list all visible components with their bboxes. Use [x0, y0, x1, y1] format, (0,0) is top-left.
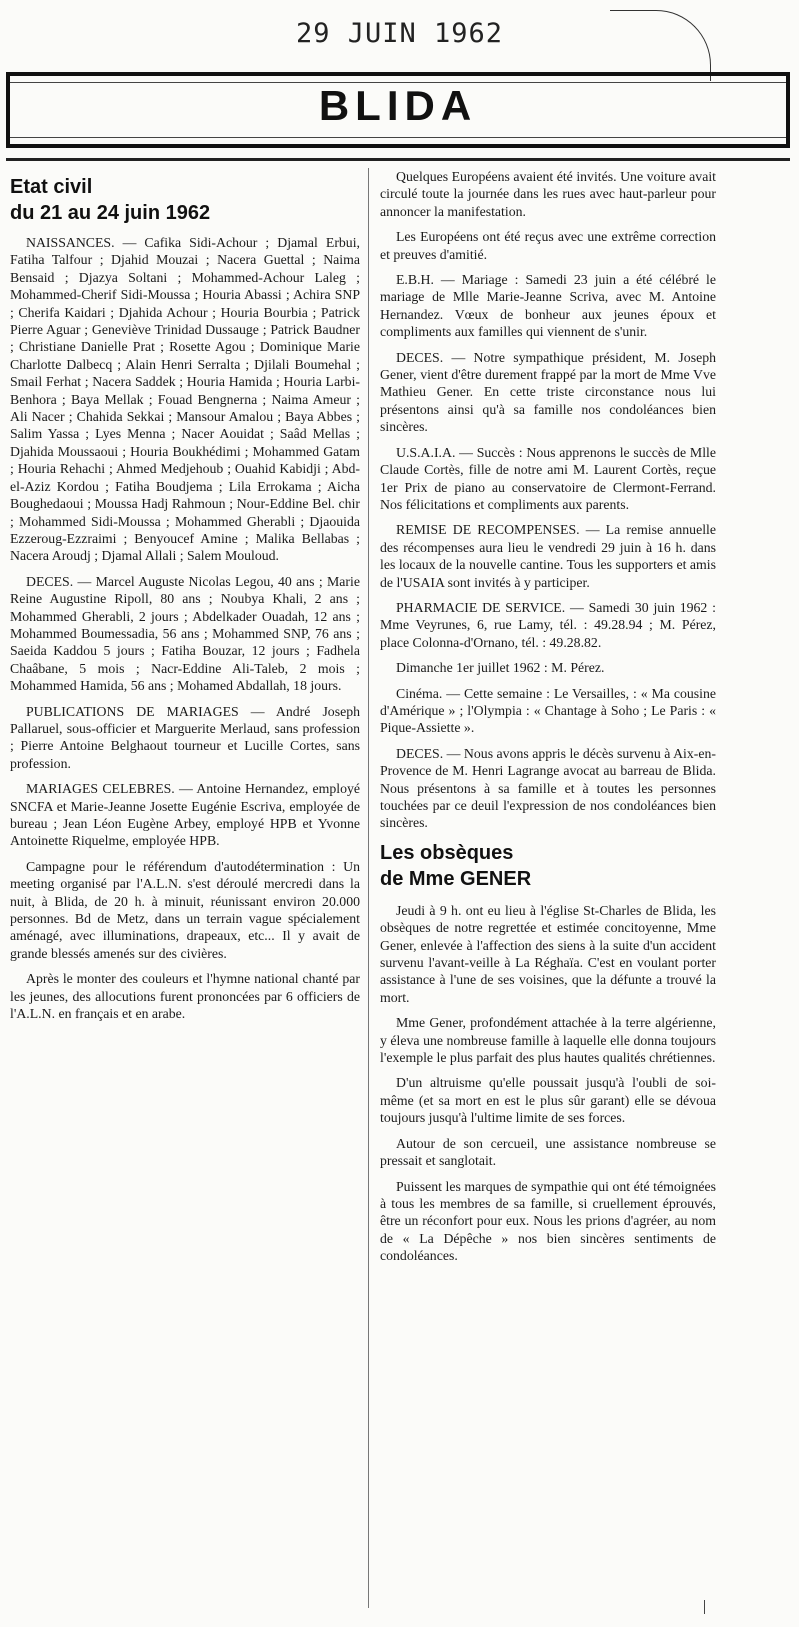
obseques-heading-line1: Les obsèques	[380, 841, 514, 864]
masthead-title: BLIDA	[318, 82, 478, 129]
publications-paragraph: PUBLICATIONS DE MARIAGES — André Joseph Pallaruel, sous-officier et Marguerite Merlaud, sans profession ; Pierre Antoine Belghaout tourneur et Lucille Cortes, sans profession.	[10, 703, 360, 771]
obseques-heading	[380, 840, 716, 892]
etat-civil-heading-line1: Etat civil	[10, 176, 93, 198]
obseques-paragraph-3: D'un altruisme qu'elle poussait jusqu'à l'oubli de soi-même (et sa mort en est le plus sûr garant) elle se dévoua toujours jusqu'à l'ultime limite de ses forces.	[380, 1075, 716, 1126]
correction-paragraph: Les Européens ont été reçus avec une extrême correction et preuves d'amitié.	[380, 229, 716, 262]
obseques-paragraph-1: Jeudi à 9 h. ont eu lieu à l'église St-Charles de Blida, les obsèques de notre regrettée et estimée concitoyenne, Mme Gener, enlevée à l'affection des siens à la suite d'un accident survenu l'avant-veille à La Réghaïa. C'est en voulant porter assistance à l'une de ses voisines, que la défunte a trouvé la mort.	[380, 902, 716, 1005]
masthead	[6, 72, 790, 148]
mariages-paragraph: MARIAGES CELEBRES. — Antoine Hernandez, employé SNCFA et Marie-Jeanne Josette Eugénie Escriva, employée de bureau ; Jean Léon Eugène Arbey, employé HPB et Yvonne Antoinette Riquelme, employée HPB.	[10, 781, 360, 849]
etat-civil-heading	[10, 174, 360, 226]
dimanche-paragraph: Dimanche 1er juillet 1962 : M. Pérez.	[396, 660, 605, 676]
usaia-succes-paragraph: U.S.A.I.A. — Succès : Nous apprenons le succès de Mlle Claude Cortès, fille de notre ami M. Laurent Cortès, reçue 1er Prix de piano au conservatoire de Clermont-Ferrand. Nos félicitations et compliments aux parents.	[380, 444, 716, 512]
page-date: 29 JUIN 1962	[295, 18, 504, 49]
obseques-paragraph-2: Mme Gener, profondément attachée à la terre algérienne, y éleva une nombreuse famille à laquelle elle donna toujours l'exemple le plus parfait des plus hautes qualités chrétiennes.	[380, 1015, 716, 1066]
column-divider	[368, 168, 369, 1608]
masthead-rule	[6, 158, 790, 161]
pharmacie-paragraph: PHARMACIE DE SERVICE. — Samedi 30 juin 1962 : Mme Veyrunes, 6, rue Lamy, tél. : 49.28.94 ; M. Pérez, place Colonna-d'Ornano, tél. : 49.28.82.	[380, 599, 716, 650]
deces-lagrange-paragraph: DECES. — Nous avons appris le décès survenu à Aix-en-Provence de M. Henri Lagrange avocat au barreau de Blida. Nous présentons à sa famille et à toutes les personnes touchées par ce deuil l'expression de nos condoléances bien sincères.	[380, 745, 716, 831]
recompenses-paragraph: REMISE DE RECOMPENSES. — La remise annuelle des récompenses aura lieu le vendredi 29 juin à 16 h. dans les locaux de la nouvelle cantine. Tous les supporters et amis de l'USAIA sont invités à y participer.	[380, 522, 716, 590]
obseques-heading-line2: de Mme GENER	[380, 867, 532, 890]
obseques-paragraph-5: Puissent les marques de sympathie qui ont été témoignées à tous les membres de sa famille, si cruellement éprouvés, être un réconfort pour eux. Nous les prions d'agréer, au nom de « La Dépêche » nos bien sincères sentiments de condoléances.	[380, 1178, 716, 1264]
left-column	[10, 168, 360, 1030]
apres-paragraph: Après le monter des couleurs et l'hymne national chanté par les jeunes, des allocutions furent prononcées par 6 officiers de l'A.L.N. en français et en arabe.	[10, 971, 360, 1022]
deces-paragraph: DECES. — Marcel Auguste Nicolas Legou, 40 ans ; Marie Reine Augustine Ripoll, 80 ans ; Noubya Khali, 2 ans ; Mohammed Gherabli, 2 jours ; Abdelkader Ouadah, 12 ans ; Mohammed Boumessadia, 56 ans ; Mohammed SNP, 76 ans ; Saeida Kaddou 5 jours ; Fatiha Bouzar, 12 jours ; Fadhela Chaâbane, 5 mois ; Nacr-Eddine Ali-Taleb, 2 mois ; Mohammed Hamida, 56 ans ; Mohamed Abdallah, 18 jours.	[10, 573, 360, 694]
deces-gener-paragraph: DECES. — Notre sympathique président, M. Joseph Gener, vient d'être durement frappé par la mort de Mme Vve Mathieu Gener. En cette triste circonstance nous lui présentons ainsi qu'à sa famille nos condoléances bien sincères.	[380, 349, 716, 435]
obseques-paragraph-4: Autour de son cercueil, une assistance nombreuse se pressait et sanglotait.	[380, 1135, 716, 1169]
mariage-ebh-paragraph: E.B.H. — Mariage : Samedi 23 juin a été célébré le mariage de Mlle Marie-Jeanne Scriva, avec M. Antoine Hernandez. Vœux de bonheur aux jeunes époux et compliments aux familles qui viennent de s'unir.	[380, 272, 716, 340]
europeens-paragraph: Quelques Européens avaient été invités. Une voiture avait circulé toute la journée dans les rues avec haut-parleur pour annoncer la manifestation.	[380, 169, 716, 219]
page-edge-mark	[704, 1600, 705, 1614]
etat-civil-heading-line2: du 21 au 24 juin 1962	[10, 202, 211, 224]
cinema-paragraph: Cinéma. — Cette semaine : Le Versailles, : « Ma cousine d'Amérique » ; l'Olympia : « Chantage à Soho ; Le Paris : « Pique-Assiette ».	[380, 685, 716, 736]
right-column	[380, 168, 716, 1273]
naissances-paragraph: NAISSANCES. — Cafika Sidi-Achour ; Djamal Erbui, Fatiha Talfour ; Djahid Mouzai ; Nacera Guettal ; Naima Bensaid ; Djazya Soltani ; Mohammed-Achour Laleg ; Mohammed-Cherif Sidi-Moussa ; Houria Abassi ; Achira SNP ; Cherifa Kaidari ; Djahida Achour ; Houria Bourbia ; Patrick Pierre Aguar ; Geneviève Trinidad Dussauge ; Patrick Baudner ; Christiane Danielle Prat ; Rosette Agou ; Dominique Marie Charlotte Dalbecq ; Alain Henri Serralta ; Djilali Boumehal ; Smail Ferhat ; Nacera Saddek ; Houria Hamida ; Houria Larbi-Benhora ; Baya Mellak ; Fouad Bengnerna ; Naima Ameur ; Ali Nacer ; Chahida Sekkai ; Mansour Amalou ; Baya Abbes ; Salim Yassa ; Lyes Menna ; Nacer Aouidat ; Saâd Mellas ; Djahida Moussaoui ; Houria Boukhédimi ; Mohammed Gatam ; Houria Rehachi ; Ahmed Medjehoub ; Ouahid Kabidji ; Abd-el-Aziz Kordou ; Fatiha Boudjema ; Lila Errokama ; Aicha Boughedaoui ; Moussa Hadj Rahmoun ; Nour-Eddine Bel. chir ; Mohammed Sidi-Moussa ; Mohammed Gherabli ; Djaouida Ezzeroug-Ezzraimi ; Benyoucef Amine ; Malika Bellabas ; Nacera Aroudj ; Djamal Allali ; Salem Mouloud.	[10, 235, 360, 564]
campagne-paragraph: Campagne pour le référendum d'autodétermination : Un meeting organisé par l'A.L.N. s'est déroulé mercredi dans la nuit, à Blida, de 20 h. à minuit, réunissant environ 20.000 personnes. Bd de Metz, dans un terrain vague spécialement aménagé, avec illuminations, drapeaux, etc... Il y avait de grande blessés amenés sur des civières.	[10, 858, 360, 961]
